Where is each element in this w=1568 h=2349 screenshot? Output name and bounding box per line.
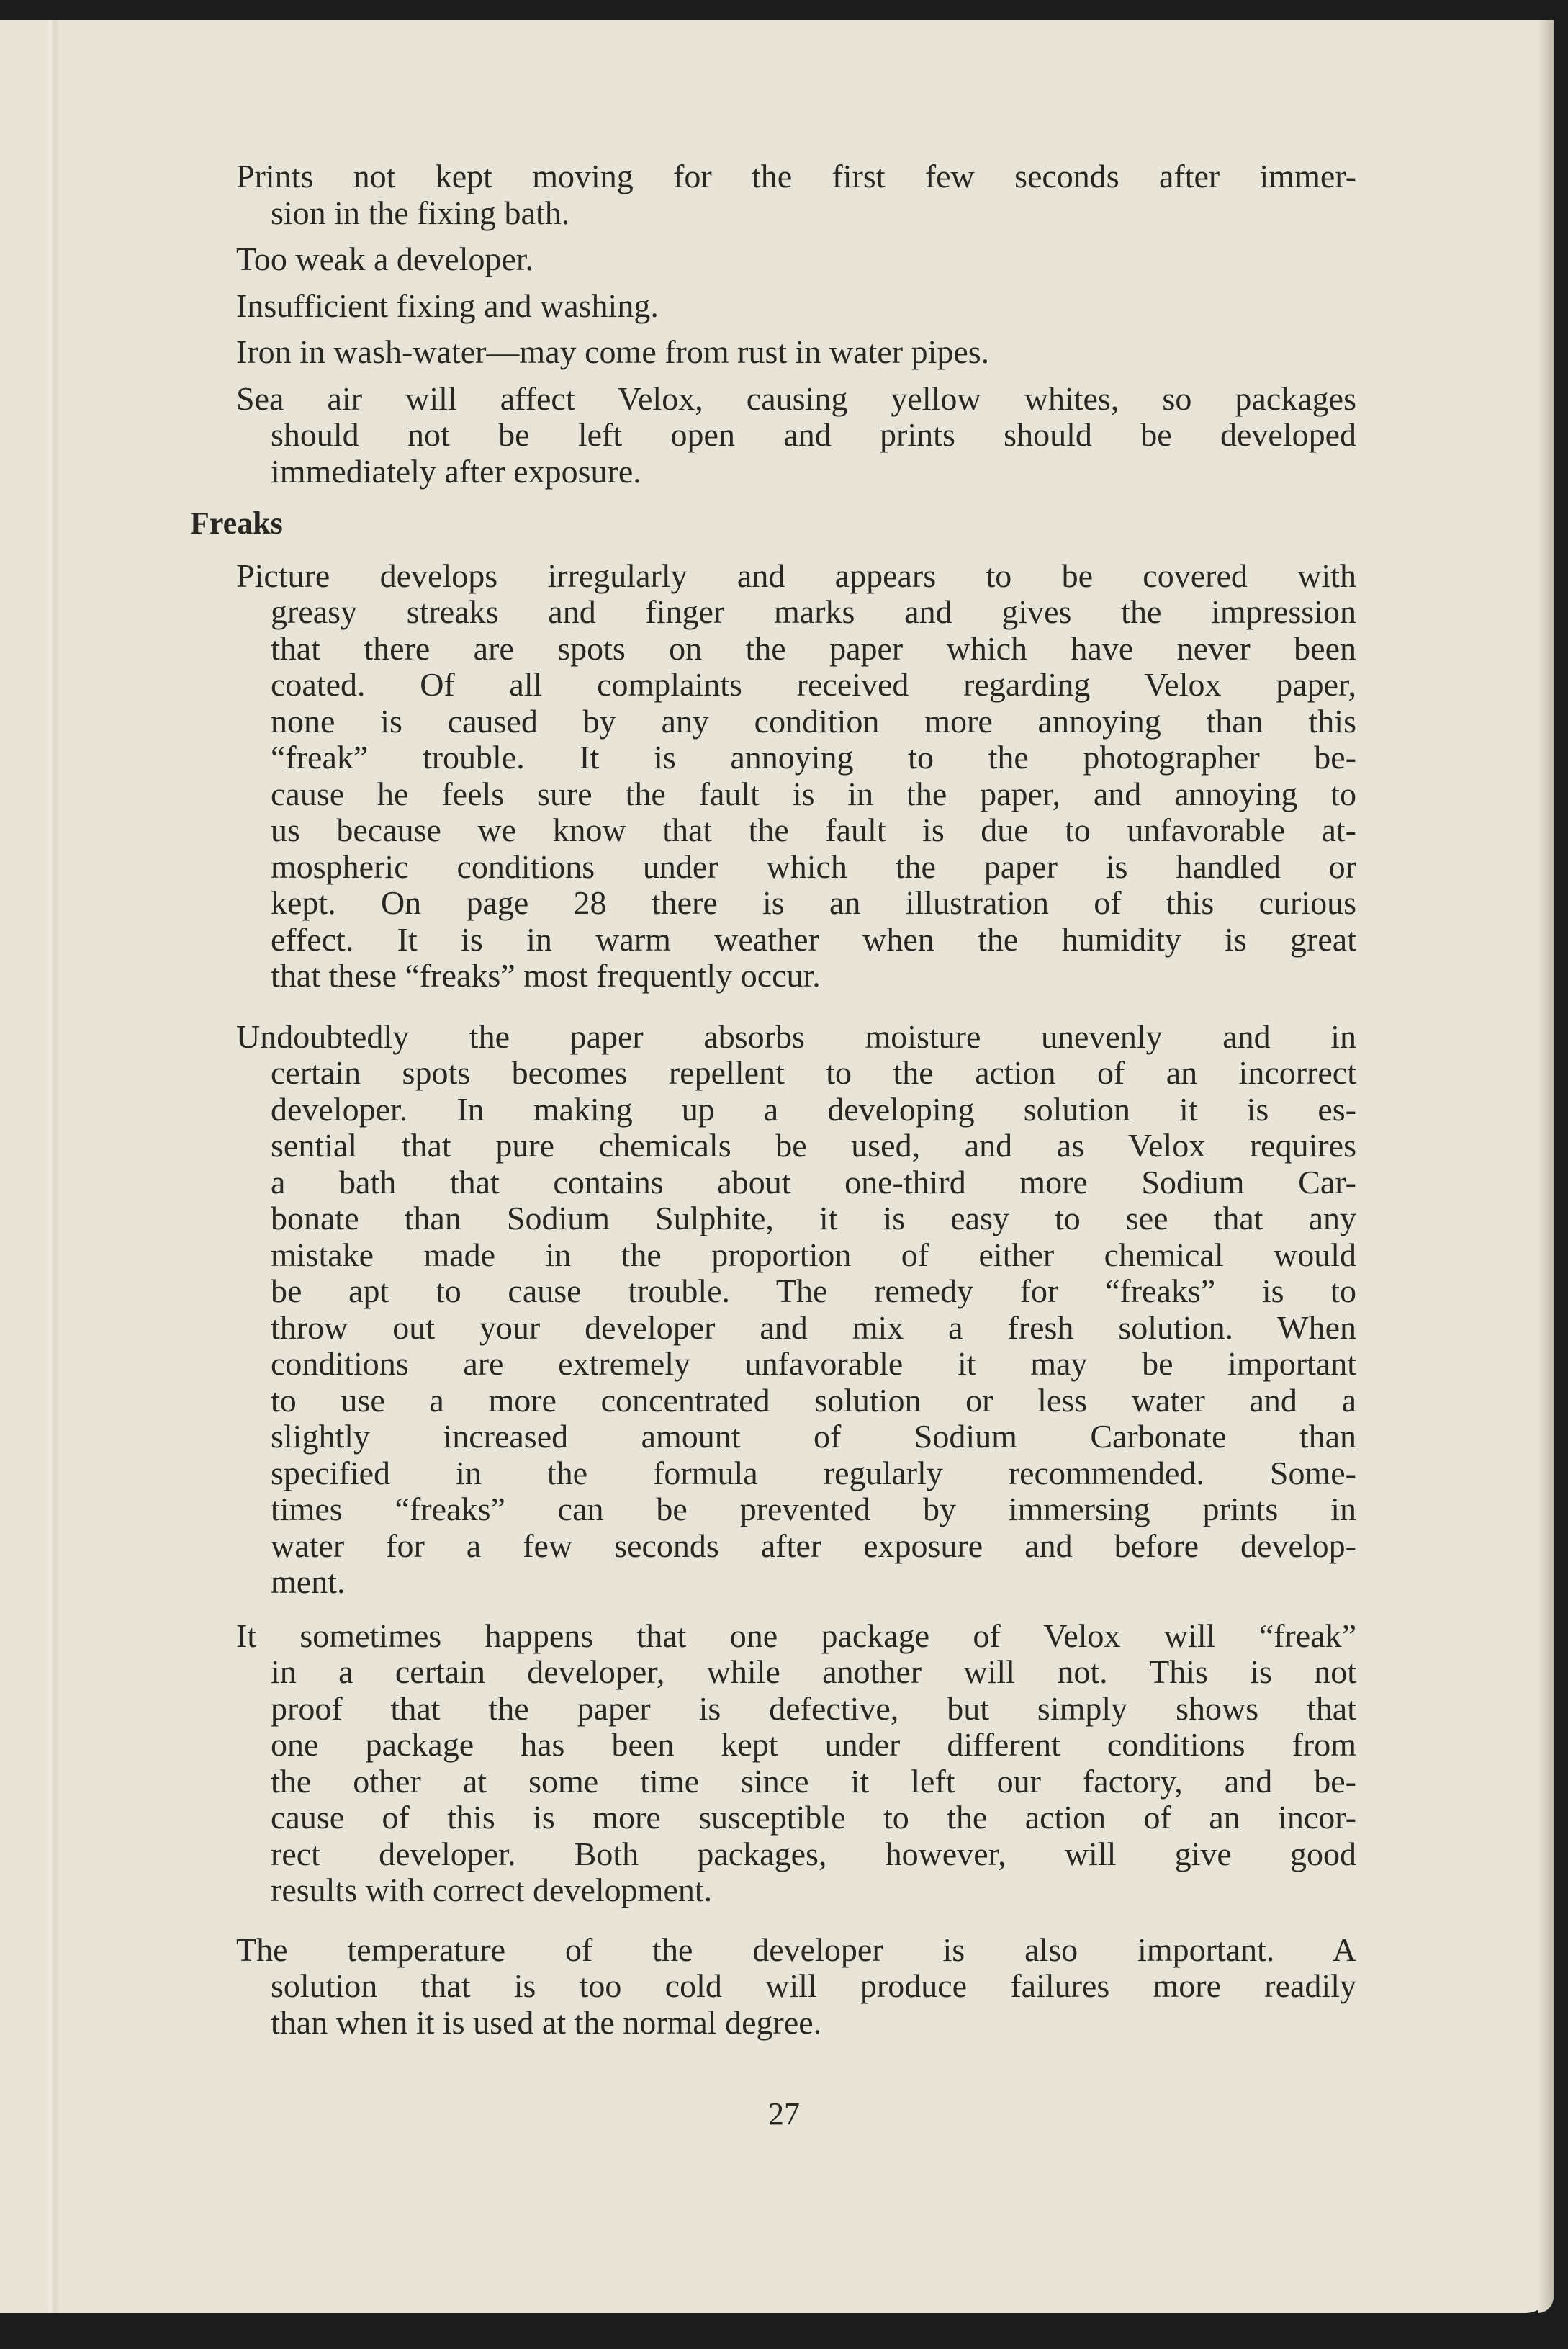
text-line: cause of this is more susceptible to the action of an incor-: [271, 1799, 1356, 1836]
text-line: Sea air will affect Velox, causing yellow whites, so packages: [236, 379, 1356, 417]
text-line: mistake made in the proportion of either chemical would: [271, 1236, 1356, 1273]
text-line: to use a more concentrated solution or less water and a: [271, 1381, 1356, 1419]
paragraph: [236, 241, 1356, 278]
paragraph: [236, 1932, 1356, 2042]
text-line: coated. Of all complaints received regarding Velox paper,: [271, 666, 1356, 703]
text-line: slightly increased amount of Sodium Carbonate than: [271, 1418, 1356, 1455]
text-line: proof that the paper is defective, but simply shows that: [271, 1689, 1356, 1727]
text-line: should not be left open and prints should be developed: [271, 416, 1356, 453]
text-line: times “freaks” can be prevented by immersing prints in: [271, 1491, 1356, 1527]
paragraph: [236, 381, 1356, 490]
page-text: [190, 158, 1356, 2041]
text-line: the other at some time since it left our factory, and be-: [271, 1762, 1356, 1800]
text-line: bonate than Sodium Sulphite, it is easy to see that any: [271, 1200, 1356, 1236]
text-line: Iron in wash-water—may come from rust in water pipes.: [236, 333, 990, 370]
paragraph: [236, 1019, 1356, 1601]
text-line: Insufficient fixing and washing.: [236, 287, 659, 324]
text-line: immediately after exposure.: [271, 452, 641, 490]
text-line: sential that pure chemicals be used, and as Velox requires: [271, 1127, 1356, 1164]
text-line: a bath that contains about one-third more Sodium Car-: [271, 1163, 1356, 1200]
text-line: Prints not kept moving for the first few seconds after immer-: [236, 158, 1356, 194]
text-line: be apt to cause trouble. The remedy for “freaks” is to: [271, 1272, 1356, 1309]
paragraph: [236, 288, 1356, 325]
text-line: conditions are extremely unfavorable it may be important: [271, 1345, 1356, 1382]
text-line: mospheric conditions under which the paper is handled or: [271, 848, 1356, 885]
text-line: throw out your developer and mix a fresh solution. When: [271, 1308, 1356, 1346]
text-line: Too weak a developer.: [236, 241, 534, 277]
paragraph: [236, 558, 1356, 994]
text-line: solution that is too cold will produce failures more readily: [271, 1967, 1356, 2004]
text-line: one package has been kept under different conditions from: [271, 1726, 1356, 1763]
text-line: sion in the fixing bath.: [271, 194, 570, 231]
text-line: ment.: [271, 1563, 346, 1600]
text-line: effect. It is in warm weather when the humidity is great: [271, 920, 1356, 958]
text-line: than when it is used at the normal degree.: [271, 2003, 822, 2041]
page-edge: [1538, 20, 1554, 2313]
paragraph: [236, 334, 1356, 371]
text-line: The temperature of the developer is also important. A: [236, 1931, 1356, 1968]
text-line: rect developer. Both packages, however, will give good: [271, 1835, 1356, 1872]
paragraph: [236, 1618, 1356, 1909]
text-line: kept. On page 28 there is an illustration of this curious: [271, 884, 1356, 921]
text-line: us because we know that the fault is due to unfavorable at-: [271, 812, 1356, 848]
page-fold: [49, 20, 59, 2313]
text-line: specified in the formula regularly recommended. Some-: [271, 1454, 1356, 1491]
text-line: It sometimes happens that one package of Velox will “freak”: [236, 1617, 1356, 1654]
text-line: developer. In making up a developing solution it is es-: [271, 1090, 1356, 1128]
section-heading: Freaks: [190, 506, 283, 541]
page-number: 27: [768, 2096, 800, 2132]
text-line: Undoubtedly the paper absorbs moisture unevenly and in: [236, 1018, 1356, 1055]
text-line: that these “freaks” most frequently occur.: [271, 957, 821, 994]
text-line: cause he feels sure the fault is in the paper, and annoying to: [271, 775, 1356, 812]
text-line: water for a few seconds after exposure and before develop-: [271, 1527, 1356, 1564]
paragraph: [236, 158, 1356, 231]
text-line: in a certain developer, while another will not. This is not: [271, 1653, 1356, 1690]
text-line: none is caused by any condition more annoying than this: [271, 702, 1356, 740]
text-line: Picture develops irregularly and appears to be covered with: [236, 557, 1356, 594]
text-line: results with correct development.: [271, 1872, 713, 1908]
text-line: greasy streaks and finger marks and gives the impression: [271, 593, 1356, 630]
text-line: that there are spots on the paper which have never been: [271, 629, 1356, 667]
text-line: certain spots becomes repellent to the action of an incorrect: [271, 1054, 1356, 1091]
text-line: “freak” trouble. It is annoying to the photographer be-: [271, 739, 1356, 776]
